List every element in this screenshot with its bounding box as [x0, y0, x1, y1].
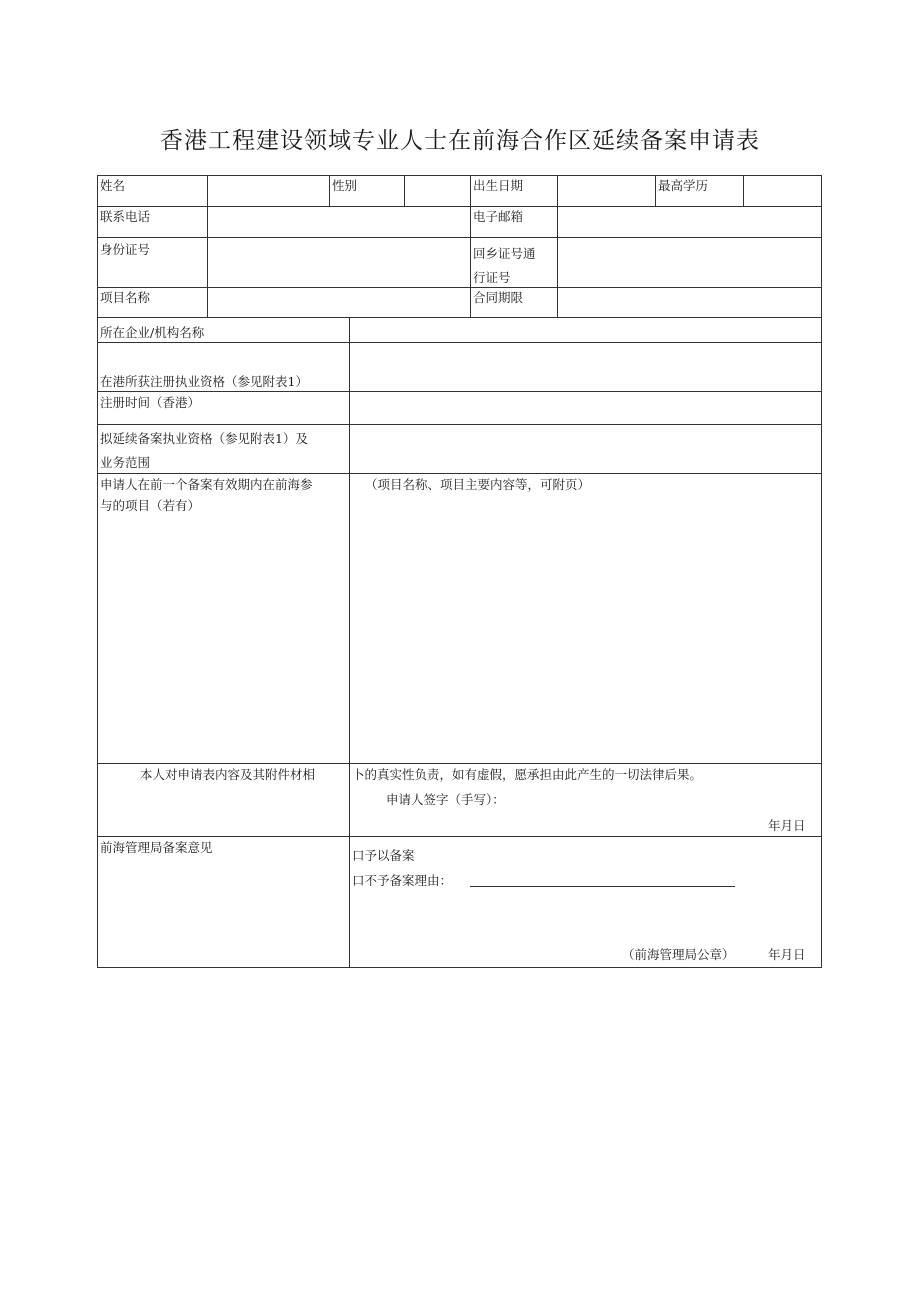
hk-qualification-field[interactable] — [350, 343, 821, 391]
email-label: 电子邮箱 — [473, 209, 524, 224]
permit-number-field[interactable] — [558, 238, 821, 287]
gender-label: 性别 — [332, 178, 358, 193]
opinion-date: 年月日 — [768, 947, 806, 962]
education-label: 最高学历 — [658, 178, 709, 193]
phone-field[interactable] — [208, 207, 470, 237]
name-label: 姓名 — [100, 178, 126, 193]
declaration-date: 年月日 — [768, 818, 806, 833]
row-line — [97, 763, 822, 764]
permit-label-line1: 回乡证号通 — [473, 246, 536, 261]
birth-date-label: 出生日期 — [473, 178, 524, 193]
project-name-label: 项目名称 — [100, 290, 151, 305]
id-number-field[interactable] — [208, 238, 470, 287]
seal-label: （前海管理局公章） — [622, 947, 735, 962]
permit-label-line2: 行证号 — [473, 270, 511, 285]
row-line — [97, 967, 822, 968]
contract-period-label: 合同期限 — [473, 290, 524, 305]
registration-time-label: 注册时间（香港） — [100, 395, 201, 410]
education-field[interactable] — [744, 176, 821, 206]
company-label: 所在企业/机构名称 — [100, 325, 205, 340]
opinion-label: 前海管理局备案意见 — [100, 840, 213, 855]
declaration-text-right: 卜的真实性负责，如有虚假，愿承担由此产生的一切法律后果。 — [352, 767, 703, 782]
company-field[interactable] — [350, 318, 821, 342]
birth-date-field[interactable] — [558, 176, 655, 206]
name-field[interactable] — [208, 176, 329, 206]
reject-option[interactable]: 口不予备案理由： — [352, 873, 453, 888]
approve-option[interactable]: 口予以备案 — [352, 848, 415, 863]
previous-projects-label-line1: 申请人在前一个备案有效期内在前海参 — [100, 477, 313, 492]
reject-reason-underline[interactable] — [470, 886, 735, 887]
signature-field[interactable] — [530, 788, 730, 812]
gender-field[interactable] — [405, 176, 470, 206]
col-line — [329, 175, 330, 207]
col-line — [97, 175, 98, 968]
contract-period-field[interactable] — [558, 288, 821, 317]
declaration-text-left: 本人对申请表内容及其附件材相 — [140, 767, 316, 782]
extension-qualification-label-line2: 业务范围 — [100, 455, 151, 470]
extension-qualification-label-line1: 拟延续备案执业资格（参见附表1）及 — [100, 431, 308, 446]
form-title: 香港工程建设领域专业人士在前海合作区延续备案申请表 — [160, 128, 760, 154]
extension-qualification-field[interactable] — [350, 425, 821, 473]
row-line — [97, 836, 822, 837]
project-name-field[interactable] — [208, 288, 470, 317]
registration-time-field[interactable] — [350, 392, 821, 424]
previous-projects-hint: （项目名称、项目主要内容等，可附页） — [365, 477, 591, 492]
email-field[interactable] — [558, 207, 821, 237]
signature-label: 申请人签字（手写）： — [386, 792, 505, 807]
phone-label: 联系电话 — [100, 209, 151, 224]
hk-qualification-label: 在港所获注册执业资格（参见附表1） — [100, 374, 308, 389]
previous-projects-label-line2: 与的项目（若有） — [100, 498, 201, 513]
col-line — [470, 175, 471, 318]
col-line — [655, 175, 656, 207]
id-number-label: 身份证号 — [100, 242, 151, 257]
col-line — [821, 175, 822, 968]
previous-projects-field[interactable] — [350, 474, 821, 763]
